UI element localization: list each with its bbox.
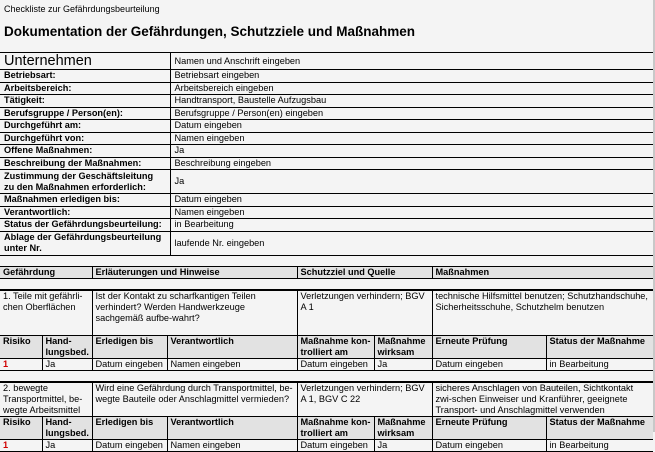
info-value-field[interactable]: laufende Nr. eingeben <box>170 231 653 255</box>
subheader-kontrolliert-am: Maßnahme kon-trolliert am <box>297 417 374 440</box>
recheck-date-field[interactable]: Datum eingeben <box>432 359 546 371</box>
due-date-field[interactable]: Datum eingeben <box>92 440 167 452</box>
info-value-field[interactable]: Betriebsart eingeben <box>170 70 653 83</box>
action-required-value[interactable]: Ja <box>42 359 92 371</box>
hazard-protection-goal[interactable]: Verletzungen verhindern; BGV A 1, BGV C 22 <box>297 382 432 417</box>
info-value-field[interactable]: Namen eingeben <box>170 206 653 219</box>
subheader-verantwortlich: Verantwortlich <box>167 417 297 440</box>
hazard-values-row <box>0 359 653 371</box>
hazard-subheader-row <box>0 336 653 359</box>
info-row-erledigen-bis <box>0 194 653 207</box>
info-key: Zustimmung der Geschäftsleitung zu den Maßnahmen erforderlich: <box>0 170 170 194</box>
spacer-row <box>0 371 653 383</box>
info-row-beschreibung <box>0 157 653 170</box>
subheader-risiko: Risiko <box>0 336 42 359</box>
hazard-subheader-row <box>0 417 653 440</box>
responsible-field[interactable]: Namen eingeben <box>167 440 297 452</box>
info-key: Arbeitsbereich: <box>0 82 170 95</box>
checked-date-field[interactable]: Datum eingeben <box>297 440 374 452</box>
subheader-status: Status der Maßnahme <box>546 336 653 359</box>
info-row-offene-massnahmen <box>0 145 653 158</box>
hazard-measures[interactable]: technische Hilfsmittel benutzen; Schutzhandschuhe, Sicherheitsschuhe, Schutzhelm benutzen <box>432 290 653 336</box>
subheader-risiko: Risiko <box>0 417 42 440</box>
info-row-arbeitsbereich <box>0 82 653 95</box>
info-key: Verantwortlich: <box>0 206 170 219</box>
info-key: Offene Maßnahmen: <box>0 145 170 158</box>
info-row-status <box>0 219 653 232</box>
info-key: Beschreibung der Maßnahmen: <box>0 157 170 170</box>
subheader-verantwortlich: Verantwortlich <box>167 336 297 359</box>
info-row-taetigkeit <box>0 95 653 108</box>
effective-value[interactable]: Ja <box>374 440 432 452</box>
subheader-erneute-pruefung: Erneute Prüfung <box>432 417 546 440</box>
info-value-field[interactable]: Beschreibung eingeben <box>170 157 653 170</box>
hazard-item-row <box>0 382 653 417</box>
hazard-hints[interactable]: Ist der Kontakt zu scharfkantigen Teilen verhindert? Werden Handwerkzeuge sachgemäß aufbe-wahrt? <box>92 290 297 336</box>
hazard-values-row <box>0 440 653 452</box>
info-row-durchgefuehrt-am <box>0 120 653 133</box>
spacer-row <box>0 279 653 291</box>
recheck-date-field[interactable]: Datum eingeben <box>432 440 546 452</box>
hazard-protection-goal[interactable]: Verletzungen verhindern; BGV A 1 <box>297 290 432 336</box>
subheader-status: Status der Maßnahme <box>546 417 653 440</box>
subheader-wirksam: Maßnahme wirksam <box>374 417 432 440</box>
effective-value[interactable]: Ja <box>374 359 432 371</box>
info-key: Berufsgruppe / Person(en): <box>0 107 170 120</box>
info-row-unternehmen <box>0 53 653 70</box>
info-value-field[interactable]: Datum eingeben <box>170 120 653 133</box>
responsible-field[interactable]: Namen eingeben <box>167 359 297 371</box>
subheader-erledigen-bis: Erledigen bis <box>92 417 167 440</box>
checked-date-field[interactable]: Datum eingeben <box>297 359 374 371</box>
subheader-erneute-pruefung: Erneute Prüfung <box>432 336 546 359</box>
risk-value[interactable]: 1 <box>0 440 42 452</box>
info-row-durchgefuehrt-von <box>0 132 653 145</box>
col-header-massnahmen: Maßnahmen <box>432 267 653 279</box>
document-title: Dokumentation der Gefährdungen, Schutzziele und Maßnahmen <box>4 24 416 39</box>
info-row-berufsgruppe <box>0 107 653 120</box>
info-value-field[interactable]: in Bearbeitung <box>170 219 653 232</box>
hazard-name[interactable]: 1. Teile mit gefährli-chen Oberflächen <box>0 290 92 336</box>
subheader-handlungsbedarf: Hand-lungsbed. <box>42 417 92 440</box>
info-value-field[interactable]: Handtransport, Baustelle Aufzugsbau <box>170 95 653 108</box>
measure-status-value[interactable]: in Bearbeitung <box>546 440 653 452</box>
hazard-measures[interactable]: sicheres Anschlagen von Bauteilen, Sichtkontakt zwi-schen Einweiser und Kranführer, geeignete Transport- und Anschlagmittel verwenden <box>432 382 653 417</box>
risk-value[interactable]: 1 <box>0 359 42 371</box>
measure-status-value[interactable]: in Bearbeitung <box>546 359 653 371</box>
subheader-erledigen-bis: Erledigen bis <box>92 336 167 359</box>
info-key: Durchgeführt von: <box>0 132 170 145</box>
info-row-ablage <box>0 231 653 255</box>
action-required-value[interactable]: Ja <box>42 440 92 452</box>
subheader-kontrolliert-am: Maßnahme kon-trolliert am <box>297 336 374 359</box>
info-row-zustimmung <box>0 170 653 194</box>
info-key: Tätigkeit: <box>0 95 170 108</box>
subheader-handlungsbedarf: Hand-lungsbed. <box>42 336 92 359</box>
info-value-field[interactable]: Arbeitsbereich eingeben <box>170 82 653 95</box>
info-value-field[interactable]: Ja <box>170 145 653 158</box>
info-key: Ablage der Gefährdungsbeurteilung unter Nr. <box>0 231 170 255</box>
info-key: Durchgeführt am: <box>0 120 170 133</box>
due-date-field[interactable]: Datum eingeben <box>92 359 167 371</box>
info-row-verantwortlich <box>0 206 653 219</box>
hazard-item-row <box>0 290 653 336</box>
info-key: Status der Gefährdungsbeurteilung: <box>0 219 170 232</box>
info-value-field[interactable]: Namen eingeben <box>170 132 653 145</box>
subheader-wirksam: Maßnahme wirksam <box>374 336 432 359</box>
col-header-schutzziel: Schutzziel und Quelle <box>297 267 432 279</box>
hazard-name[interactable]: 2. bewegte Transportmittel, be-wegte Arbeitsmittel <box>0 382 92 417</box>
company-info-table <box>0 52 653 256</box>
info-value-field[interactable]: Berufsgruppe / Person(en) eingeben <box>170 107 653 120</box>
info-value-field[interactable]: Namen und Anschrift eingeben <box>170 53 653 70</box>
info-value-field[interactable]: Datum eingeben <box>170 194 653 207</box>
hazards-header-row <box>0 267 653 279</box>
info-row-betriebsart <box>0 70 653 83</box>
col-header-hinweise: Erläuterungen und Hinweise <box>92 267 297 279</box>
col-header-gefaehrdung: Gefährdung <box>0 267 92 279</box>
document-label: Checkliste zur Gefährdungsbeurteilung <box>4 4 160 14</box>
info-value-field[interactable]: Ja <box>170 170 653 194</box>
hazards-table <box>0 266 653 452</box>
info-key: Maßnahmen erledigen bis: <box>0 194 170 207</box>
info-key: Unternehmen <box>0 53 170 70</box>
info-key: Betriebsart: <box>0 70 170 83</box>
hazard-hints[interactable]: Wird eine Gefährdung durch Transportmittel, be-wegte Bauteile oder Anschlagmittel vermieden? <box>92 382 297 417</box>
